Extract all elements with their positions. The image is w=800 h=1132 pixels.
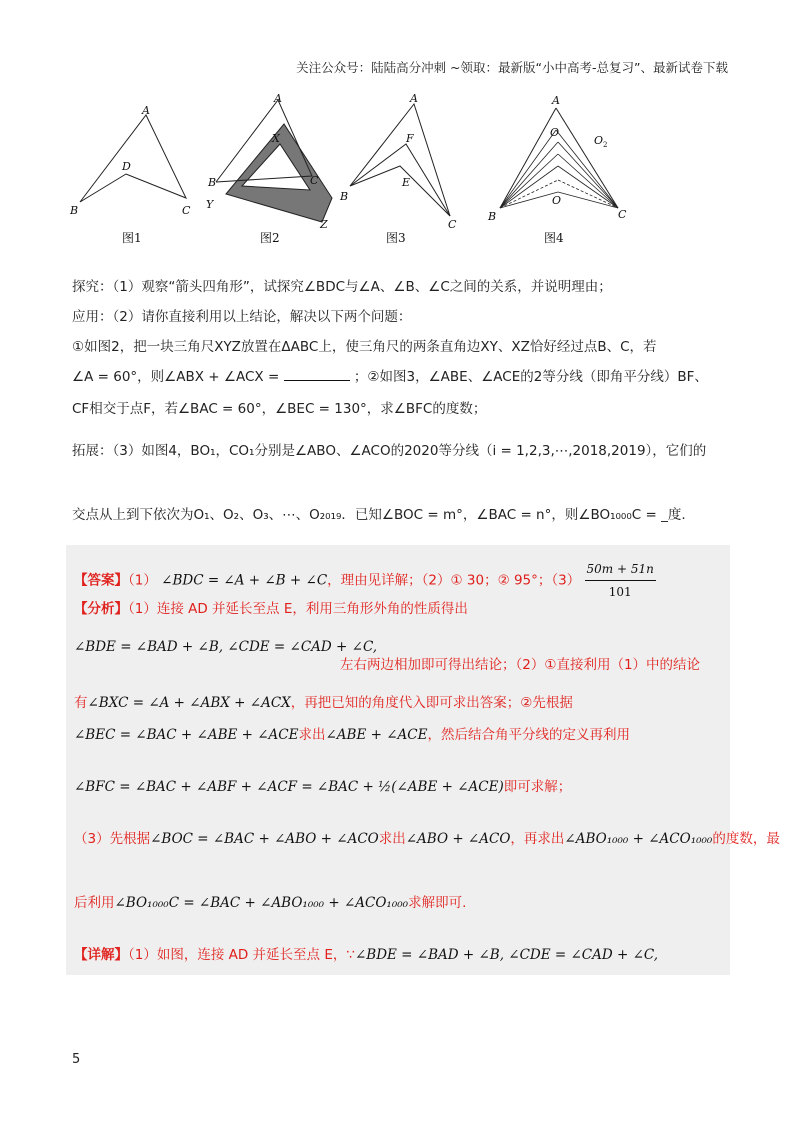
formula-boc: ∠BOC = ∠BAC + ∠ABO + ∠ACO bbox=[150, 831, 379, 847]
analysis-line-5 bbox=[74, 776, 571, 798]
page-header: 关注公众号：陆陆高分冲刺 ~领取：最新版“小中高考-总复习”、最新试卷下载 bbox=[296, 60, 728, 75]
detail-text: （1）如图，连接 AD 并延长至点 E，∵ bbox=[128, 947, 355, 963]
fig3-label-b: B bbox=[340, 190, 349, 203]
question-apply-intro: 应用：（2）请你直接利用以上结论，解决以下两个问题： bbox=[72, 309, 412, 325]
figure-4 bbox=[487, 94, 627, 245]
fig2-label-x: X bbox=[272, 132, 280, 145]
formula-abo-aco: ∠ABO + ∠ACO bbox=[405, 831, 511, 847]
fig2-caption: 图2 bbox=[260, 231, 280, 245]
analysis-tag: 【分析】 bbox=[74, 601, 128, 617]
fig1-label-a: A bbox=[142, 104, 150, 117]
fig4-label-c: C bbox=[618, 208, 627, 221]
fig4-label-o: O bbox=[552, 194, 562, 207]
analysis-line-4 bbox=[74, 724, 630, 746]
fig1-label-b: B bbox=[70, 204, 79, 217]
fig3-label-e: E bbox=[402, 176, 411, 189]
figure-1 bbox=[69, 104, 191, 245]
analysis-line-1 bbox=[74, 598, 468, 620]
geometry-figures bbox=[66, 90, 746, 250]
detail-tag: 【详解】 bbox=[74, 947, 128, 963]
fig4-label-o1: O bbox=[550, 126, 560, 139]
figure-row bbox=[66, 90, 746, 250]
formula-bfc: ∠BFC = ∠BAC + ∠ABF + ∠ACF = ∠BAC + ½(∠ABE + ∠ACE) bbox=[74, 779, 504, 795]
analysis-text-1: （1）连接 AD 并延长至点 E，利用三角形外角的性质得出 bbox=[128, 601, 468, 617]
fig2-label-b: B bbox=[208, 176, 217, 189]
question-apply-1b: ∠A = 60°，则∠ABX + ∠ACX = bbox=[72, 369, 280, 385]
answer-part1: （1） bbox=[128, 572, 157, 589]
fig3-label-c: C bbox=[448, 218, 457, 231]
analysis-formula-2 bbox=[74, 636, 377, 658]
answer-blank bbox=[284, 366, 350, 381]
analysis-text-4a: 求出 bbox=[298, 727, 326, 743]
analysis-text-6b: 求出 bbox=[378, 831, 406, 847]
fig2-label-c: C bbox=[310, 174, 319, 187]
analysis-text-5: 即可求解； bbox=[503, 779, 572, 795]
answer-formula-1: ∠BDC = ∠A + ∠B + ∠C bbox=[161, 572, 328, 589]
formula-bde: ∠BDE = ∠BAD + ∠B, ∠CDE = ∠CAD + ∠C, bbox=[74, 639, 378, 655]
fig2-label-z: Z bbox=[320, 218, 328, 231]
formula-abo1000: ∠ABO₁₀₀₀ + ∠ACO₁₀₀₀ bbox=[564, 831, 713, 847]
fraction-denominator: 101 bbox=[608, 585, 632, 599]
page-number: 5 bbox=[72, 1052, 81, 1067]
detail-formula: ∠BDE = ∠BAD + ∠B, ∠CDE = ∠CAD + ∠C, bbox=[354, 947, 659, 963]
fraction-numerator: 50m + 51n bbox=[585, 558, 656, 581]
fig4-label-b: B bbox=[488, 210, 497, 223]
analysis-line-2: 左右两边相加即可得出结论；（2）①直接利用（1）中的结论 bbox=[340, 657, 701, 673]
formula-bxc: ∠BXC = ∠A + ∠ABX + ∠ACX bbox=[87, 695, 291, 711]
detail-line bbox=[74, 944, 658, 966]
analysis-text-7b: 求解即可. bbox=[408, 895, 467, 911]
fig1-label-c: C bbox=[182, 204, 191, 217]
question-apply-1a: ①如图2，把一块三角尺XYZ放置在ΔABC上，使三角尺的两条直角边XY、XZ恰好经过点B、C，若 bbox=[72, 339, 657, 355]
analysis-line-7 bbox=[74, 892, 466, 914]
figure-3 bbox=[339, 92, 457, 245]
question-apply-2: CF相交于点F，若∠BAC = 60°，∠BEC = 130°，求∠BFC的度数； bbox=[72, 401, 487, 417]
analysis-text-7a: 后利用 bbox=[74, 895, 115, 911]
fig4-label-a: A bbox=[552, 94, 560, 107]
fig4-caption: 图4 bbox=[544, 231, 564, 245]
fig3-label-a: A bbox=[410, 92, 418, 105]
question-extend-1: 拓展：（3）如图4，BO₁，CO₁分别是∠ABO、∠ACO的2020等分线（i = 1,2,3,⋯,2018,2019），它们的 bbox=[72, 443, 707, 459]
analysis-text-3a: 有 bbox=[74, 695, 88, 711]
fig4-label-o2: O bbox=[594, 134, 604, 147]
answer-reason: ，理由见详解；（2）① 30；② 95°；（3） bbox=[327, 572, 581, 589]
question-explore: 探究：（1）观察“箭头四角形”，试探究∠BDC与∠A、∠B、∠C之间的关系，并说明理由； bbox=[72, 279, 612, 295]
analysis-text-3b: ，再把已知的角度代入即可求出答案；②先根据 bbox=[290, 695, 573, 711]
fig4-label-o2-sub: 2 bbox=[603, 141, 608, 149]
formula-bec: ∠BEC = ∠BAC + ∠ABE + ∠ACE bbox=[74, 727, 299, 743]
formula-bo1000c: ∠BO₁₀₀₀C = ∠BAC + ∠ABO₁₀₀₀ + ∠ACO₁₀₀₀ bbox=[114, 895, 409, 911]
answer-fraction bbox=[585, 558, 656, 603]
fig1-label-d: D bbox=[122, 160, 131, 173]
analysis-text-6c: ，再求出 bbox=[510, 831, 565, 847]
fig1-caption: 图1 bbox=[122, 231, 142, 245]
analysis-line-3 bbox=[74, 692, 573, 714]
question-apply-1b-line bbox=[72, 366, 732, 388]
analysis-text-4b: ，然后结合角平分线的定义再利用 bbox=[427, 727, 630, 743]
question-apply-1c: ；②如图3，∠ABE、∠ACE的2等分线（即角平分线）BF、 bbox=[353, 369, 708, 385]
question-extend-2: 交点从上到下依次为O₁、O₂、O₃、⋯、O₂₀₁₉．已知∠BOC = m°，∠BAC = n°，则∠BO₁₀₀₀C = _度. bbox=[72, 507, 686, 523]
answer-line bbox=[74, 558, 656, 603]
analysis-text-6a: （3）先根据 bbox=[74, 831, 151, 847]
analysis-line-6 bbox=[74, 828, 780, 850]
figure-2 bbox=[206, 92, 332, 245]
fig3-caption: 图3 bbox=[386, 231, 406, 245]
fig2-label-a: A bbox=[274, 92, 282, 105]
answer-tag: 【答案】 bbox=[74, 572, 128, 589]
formula-abe-ace: ∠ABE + ∠ACE bbox=[325, 727, 428, 743]
fig3-label-f: F bbox=[406, 132, 414, 145]
fig2-label-y: Y bbox=[206, 198, 214, 211]
analysis-text-6d: 的度数，最 bbox=[712, 831, 780, 847]
